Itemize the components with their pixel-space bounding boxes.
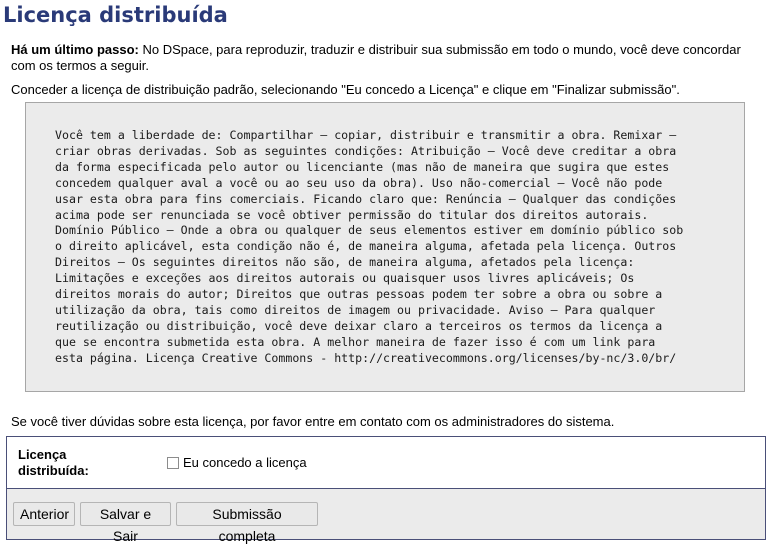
license-text-box[interactable] bbox=[25, 102, 745, 392]
intro-strong: Há um último passo: bbox=[11, 42, 139, 57]
license-text bbox=[55, 128, 745, 367]
intro-paragraph bbox=[11, 42, 761, 74]
license-line: Domínio Público — Onde a obra ou qualquer de seus elementos estiver em domínio público sob bbox=[55, 223, 684, 238]
page-title: Licença distribuída bbox=[3, 3, 228, 27]
license-line: Limitações e exceções aos direitos autorais ou quaisquer usos livres aplicáveis; Os bbox=[55, 271, 635, 286]
license-line: Direitos — Os seguintes direitos não são, de maneira alguma, afetados pela licença: bbox=[55, 255, 635, 270]
complete-submission-button[interactable]: Submissão completa bbox=[176, 502, 318, 526]
license-form-panel bbox=[6, 436, 766, 544]
license-line: Você tem a liberdade de: Compartilhar — copiar, distribuir e transmitir a obra. Remixar — bbox=[55, 128, 677, 142]
license-line: acima pode ser renunciada se você obtiver permissão do titular dos direitos autorais. bbox=[55, 207, 649, 222]
license-line: que se encontra submetida esta obra. A melhor maneira de fazer isso é com um link para bbox=[55, 334, 656, 349]
intro-text: No DSpace, para reproduzir, traduzir e distribuir sua submissão em todo o mundo, você deve concordar com os termos a seguir. bbox=[11, 42, 741, 73]
license-line: usar esta obra para fins comerciais. Ficando claro que: Renúncia — Qualquer das condições bbox=[55, 191, 677, 206]
license-line: criar obras derivadas. Sob as seguintes condições: Atribuição — Você deve creditar a obra bbox=[55, 143, 677, 158]
contact-note: Se você tiver dúvidas sobre esta licença, por favor entre em contato com os administradores do sistema. bbox=[11, 414, 615, 429]
button-bar bbox=[7, 489, 765, 544]
license-line: da forma especificada pelo autor ou licenciante (mas não de maneira que sugira que estes bbox=[55, 159, 670, 174]
license-line: concedem qualquer aval a você ou ao seu uso da obra). Uso não-comercial — Você não pode bbox=[55, 175, 663, 190]
license-line: direitos morais do autor; Direitos que outras pessoas podem ter sobre a obra ou sobre a bbox=[55, 287, 663, 302]
license-line: esta página. Licença Creative Commons - http://creativecommons.org/licenses/by-nc/3.0/br/ bbox=[55, 350, 677, 365]
previous-button[interactable]: Anterior bbox=[13, 502, 75, 526]
license-line: utilização da obra, tais como direitos de imagem ou privacidade. Aviso — Para qualquer bbox=[55, 302, 656, 317]
license-line: reutilização ou distribuição, você deve deixar claro a terceiros os termos da licença a bbox=[55, 318, 663, 333]
accept-license-checkbox[interactable] bbox=[167, 457, 179, 469]
license-line: o direito aplicável, esta condição não é, de maneira alguma, afetada pela licença. Outros bbox=[55, 239, 677, 254]
license-field-row bbox=[7, 437, 765, 489]
save-exit-button[interactable]: Salvar e Sair bbox=[80, 502, 171, 526]
instruction-paragraph: Conceder a licença de distribuição padrão, selecionando "Eu concedo a Licença" e clique em "Finalizar submissão". bbox=[11, 82, 680, 97]
accept-license-label[interactable]: Eu concedo a licença bbox=[183, 455, 307, 470]
accept-license-control[interactable] bbox=[167, 455, 307, 470]
license-field-label: Licença distribuída: bbox=[18, 447, 89, 478]
